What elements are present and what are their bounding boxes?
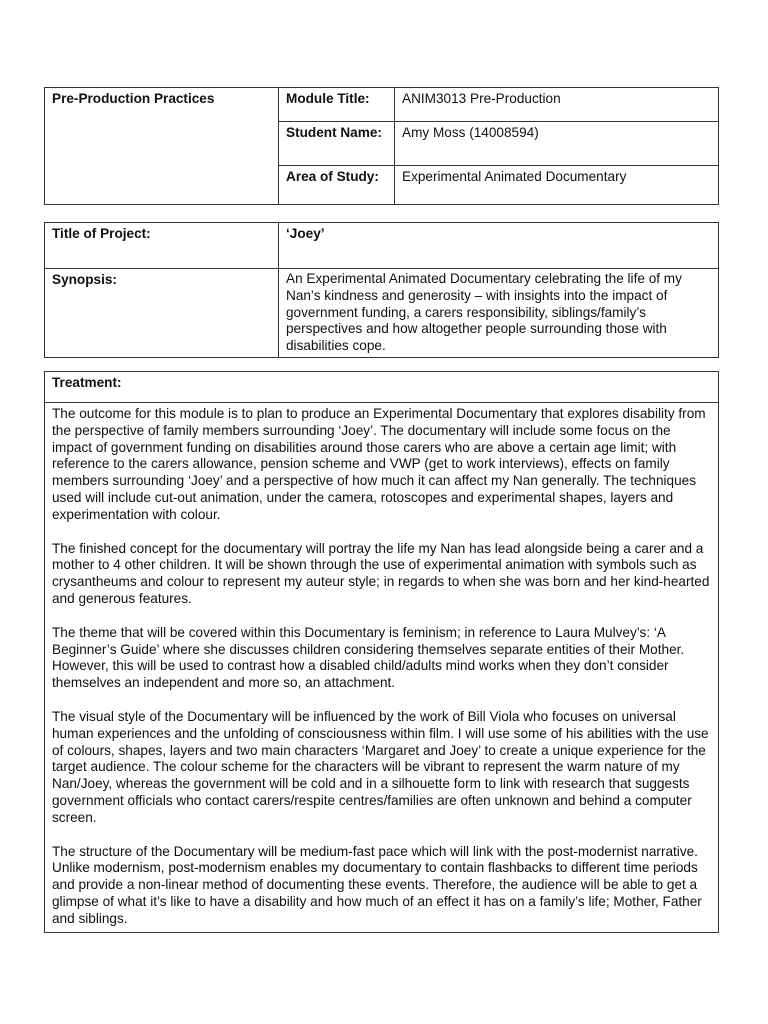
synopsis-label-cell	[45, 269, 279, 358]
module-title-label: Module Title:	[286, 91, 370, 106]
student-name-value: Amy Moss (14008594)	[402, 125, 539, 140]
treatment-paragraph: The finished concept for the documentary will portray the life my Nan has lead alongside being a carer and a mother to 4 other children. It will be shown through the use of experimental animation with symbols such as crysantheums and colour to represent my auteur style; in regards to when she was born and her kind-hearted and generous features.	[52, 540, 710, 606]
treatment-body	[45, 403, 718, 932]
project-table	[44, 222, 719, 358]
module-title-label-cell	[279, 88, 395, 122]
title-value-cell	[279, 223, 719, 269]
student-name-label: Student Name:	[286, 125, 382, 140]
practices-cell	[45, 88, 279, 205]
synopsis-label: Synopsis:	[52, 272, 117, 287]
synopsis-value: An Experimental Animated Documentary celebrating the life of my Nan’s kindness and generosity – with insights into the impact of government funding, a carers responsibility, siblings/family’s perspectives and how altogether people surrounding those with disabilities cope.	[286, 271, 682, 354]
title-label-cell	[45, 223, 279, 269]
title-value: ‘Joey’	[286, 226, 325, 241]
title-label: Title of Project:	[52, 226, 151, 241]
area-label-cell	[279, 166, 395, 205]
practices-label: Pre-Production Practices	[52, 91, 215, 106]
treatment-paragraph: The visual style of the Documentary will be influenced by the work of Bill Viola who focuses on universal human experiences and the unfolding of consciousness within film. I will use some of his abilities with the use of colours, shapes, layers and two main characters ‘Margaret and Joey’ to create a unique experience for the target audience. The colour scheme for the characters will be vibrant to represent the warm nature of my Nan/Joey, whereas the government will be cold and in a silhouette form to link with research that suggests government officials who contact carers/respite centres/families are often unknown and behind a computer screen.	[52, 708, 709, 825]
treatment-body-cell	[45, 403, 719, 933]
synopsis-value-cell	[279, 269, 719, 358]
treatment-label-cell	[45, 372, 719, 403]
treatment-table	[44, 371, 719, 933]
student-name-label-cell	[279, 122, 395, 166]
module-title-value-cell	[395, 88, 719, 122]
student-name-value-cell	[395, 122, 719, 166]
module-info-table	[44, 87, 719, 205]
treatment-paragraph: The theme that will be covered within this Documentary is feminism; in reference to Laura Mulvey’s: ‘A Beginner’s Guide’ where she discusses children considering themselves separate entities of their Mother. However, this will be used to contrast how a disabled child/adults mind works when they don’t consider themselves an independent and more so, an attachment.	[52, 624, 685, 691]
treatment-paragraph: The outcome for this module is to plan to produce an Experimental Documentary that explores disability from the perspective of family members surrounding ‘Joey’. The documentary will include some focus on the impact of government funding on disabilities around those carers who are above a certain age limit; with reference to the carers allowance, pension scheme and VWP (get to work interviews), effects on family members surrounding ‘Joey’ and a perspective of how much it can affect my Nan generally. The techniques used will include cut-out animation, under the camera, rotoscopes and experimental shapes, layers and experimentation with colour.	[52, 406, 706, 522]
area-label: Area of Study:	[286, 169, 379, 184]
treatment-label: Treatment:	[52, 375, 122, 390]
area-value-cell	[395, 166, 719, 205]
area-value: Experimental Animated Documentary	[402, 169, 627, 184]
treatment-paragraph: The structure of the Documentary will be medium-fast pace which will link with the post-modernist narrative. Unlike modernism, post-modernism enables my documentary to contain flashbacks to different time periods and provide a non-linear method of documenting these events. Therefore, the audience will be able to get a glimpse of what it’s like to have a disability and how much of an effect it has on a family’s life; Mother, Father and siblings.	[52, 843, 702, 926]
module-title-value: ANIM3013 Pre-Production	[402, 91, 561, 106]
